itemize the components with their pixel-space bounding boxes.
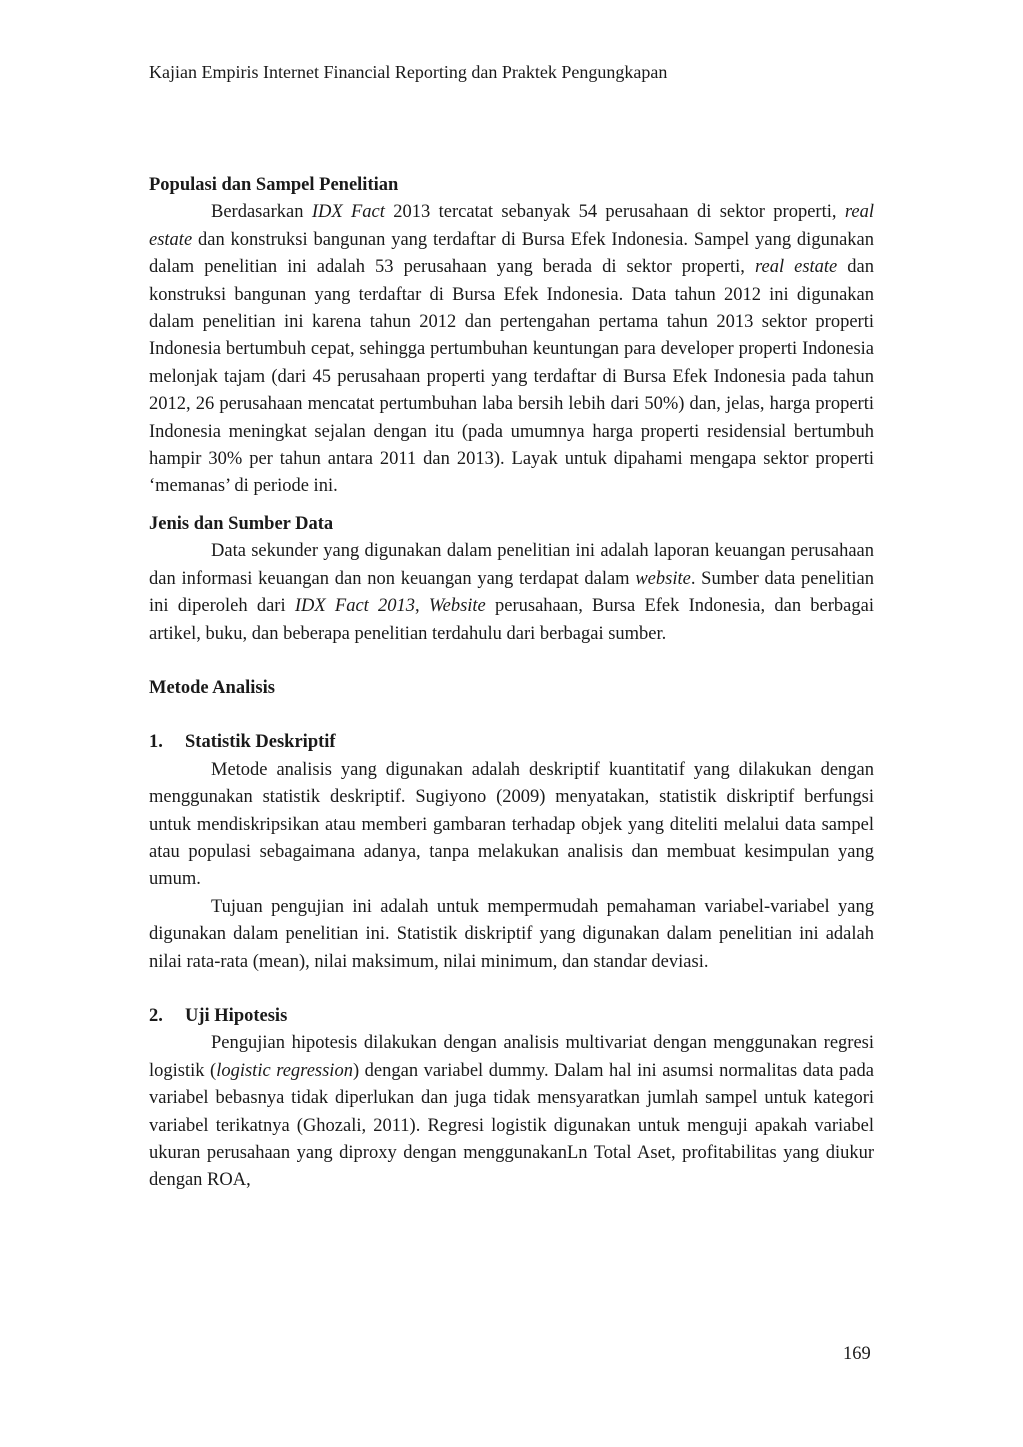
italic-run: real estate	[149, 202, 874, 250]
section-heading-populasi: Populasi dan Sampel Penelitian	[149, 175, 399, 195]
subsection-title: Statistik Deskriptif	[185, 732, 336, 753]
italic-run: website	[635, 568, 691, 589]
paragraph-populasi	[149, 199, 874, 500]
spacer	[149, 648, 874, 675]
spacer	[149, 501, 874, 511]
text-run: . Sumber data penelitian ini diperoleh dari	[149, 568, 874, 617]
italic-run: IDX Fact 2013	[294, 596, 416, 617]
text-run: dan konstruksi bangunan yang terdaftar di Bursa Efek Indonesia. Data tahun 2012 ini digunakan dalam penelitian ini karena tahun 2012 dan pertengahan pertama tahun 2013 sektor properti Indonesia bertumbuh cepat, sehingga pertumbuhan keuntungan para developer properti Indonesia melonjak tajam (dari 45 perusahaan properti yang terdaftar di Bursa Efek Indonesia pada tahun 2012, 26 perusahaan mencatat pertumbuhan laba bersih lebih dari 50%) dan, jelas, harga properti Indonesia meningkat sejalan dengan itu (pada umumnya harga properti residensial bertumbuh hampir 30% per tahun antara 2011 dan 2013). Layak untuk dipahami mengapa sektor properti ‘memanas’ di periode ini.	[149, 257, 875, 497]
page-number: 169	[843, 1344, 871, 1364]
subsection-heading-hipotesis	[149, 1003, 874, 1030]
paragraph-statistik-2: Tujuan pengujian ini adalah untuk mempermudah pemahaman variabel-variabel yang digunakan dalam penelitian ini. Statistik diskriptif yang digunakan dalam penelitian ini adalah nilai rata-rata (mean), nilai maksimum, nilai minimum, dan standar deviasi.	[149, 896, 874, 972]
text-run: ,	[415, 596, 429, 617]
paragraph-statistik-1: Metode analisis yang digunakan adalah deskriptif kuantitatif yang dilakukan dengan menggunakan statistik deskriptif. Sugiyono (2009) menyatakan, statistik diskriptif berfungsi untuk mendiskripsikan atau memberi gambaran terhadap objek yang diteliti melalui data sampel atau populasi sebagaimana adanya, tanpa melakukan analisis dan membuat kesimpulan yang umum.	[149, 759, 874, 890]
italic-run: IDX Fact	[311, 202, 385, 223]
article-body	[149, 172, 874, 1195]
text-run: 2013 tercatat sebanyak 54 perusahaan di sektor properti,	[384, 202, 845, 223]
text-run: dan konstruksi bangunan yang terdaftar di Bursa Efek Indonesia. Sampel yang digunakan dalam penelitian ini adalah 53 perusahaan yang berada di sektor properti,	[149, 229, 874, 278]
italic-run: real estate	[754, 257, 838, 278]
subsection-title: Uji Hipotesis	[185, 1005, 288, 1026]
text-run: Pengujian hipotesis dilakukan dengan analisis multivariat dengan menggunakan regresi logistik (	[149, 1033, 874, 1081]
paragraph-hipotesis	[149, 1030, 874, 1194]
text-run: perusahaan, Bursa Efek Indonesia, dan berbagai artikel, buku, dan beberapa penelitian terdahulu dari berbagai sumber.	[149, 596, 874, 644]
text-run: ) dengan variabel dummy. Dalam hal ini asumsi normalitas data pada variabel bebasnya tidak diperlukan dan juga tidak mensyaratkan jumlah sampel untuk kategori variabel terikatnya (Ghozali, 2011). Regresi logistik digunakan untuk menguji apakah variabel ukuran perusahaan yang diproxy dengan menggunakanLn Total Aset, profitabilitas yang diukur dengan ROA,	[149, 1060, 874, 1191]
text-run: Berdasarkan	[211, 202, 312, 223]
italic-run: logistic regression	[216, 1060, 353, 1081]
italic-run: Website	[428, 596, 486, 617]
spacer	[149, 702, 874, 729]
spacer	[149, 976, 874, 1003]
section-heading-metode: Metode Analisis	[149, 677, 275, 698]
paragraph-jenis	[149, 538, 874, 648]
subsection-heading-statistik	[149, 729, 874, 756]
section-heading-jenis: Jenis dan Sumber Data	[149, 513, 334, 534]
subsection-number: 1.	[149, 732, 163, 753]
text-run: Data sekunder yang digunakan dalam penelitian ini adalah laporan keuangan perusahaan dan informasi keuangan dan non keuangan yang terdapat dalam	[149, 541, 874, 589]
running-header: Kajian Empiris Internet Financial Reporting dan Praktek Pengungkapan	[149, 62, 668, 82]
subsection-number: 2.	[149, 1005, 163, 1026]
